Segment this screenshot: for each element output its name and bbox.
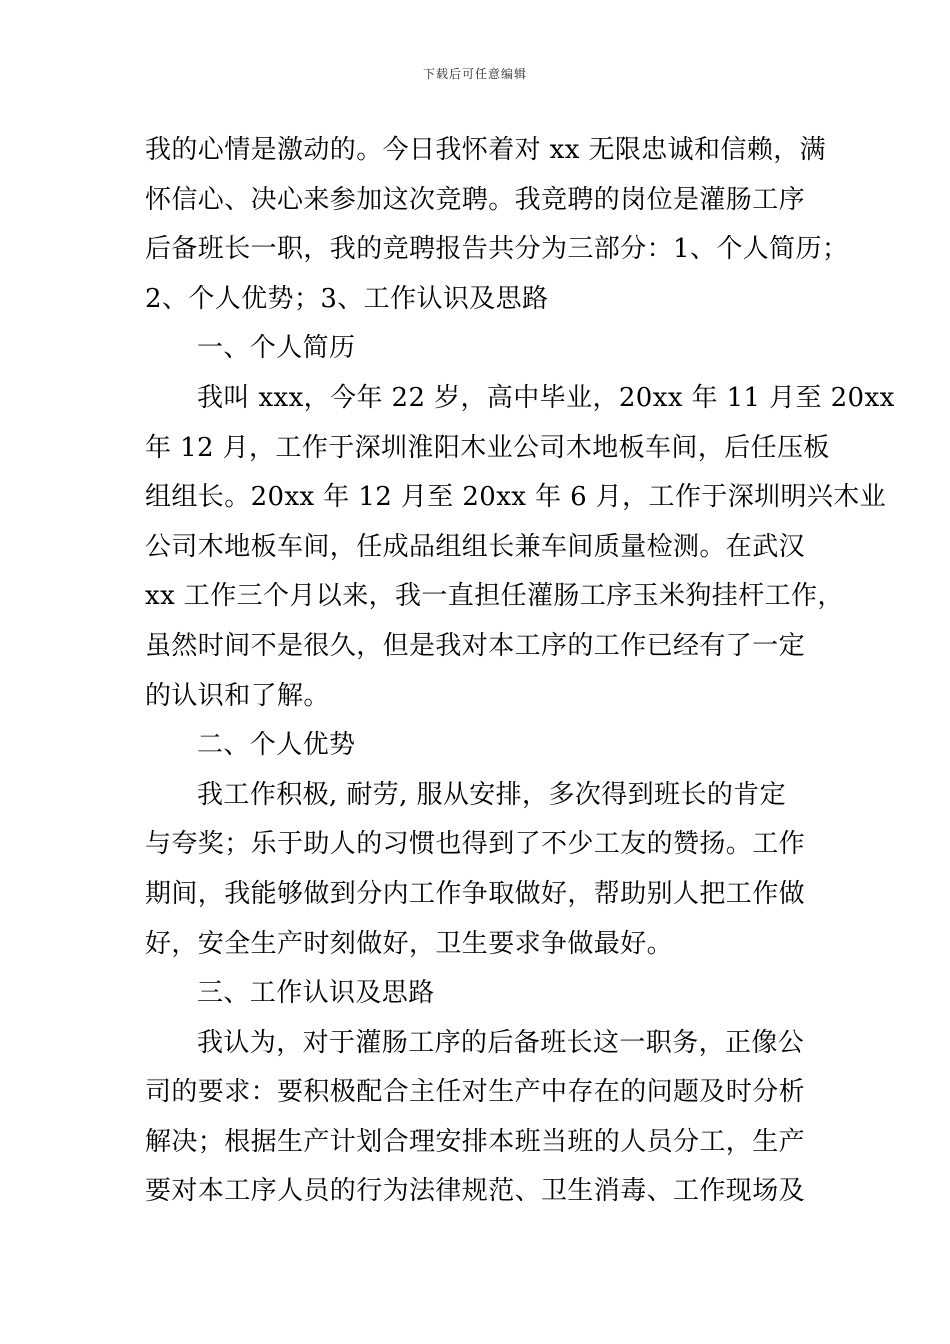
page-header: 下载后可任意编辑	[422, 67, 527, 81]
text-line: 怀信心、决心来参加这次竞聘。我竞聘的岗位是灌肠工序	[145, 184, 806, 215]
text-line: 与夸奖；乐于助人的习惯也得到了不少工友的赞扬。工作	[145, 829, 806, 860]
text-line: 虽然时间不是很久，但是我对本工序的工作已经有了一定	[145, 630, 806, 661]
text-line: 的认识和了解。	[145, 680, 330, 711]
text-line: 后备班长一职，我的竞聘报告共分为三部分：1、个人简历；	[145, 234, 849, 265]
text-line: 我的心情是激动的。今日我怀着对 xx 无限忠诚和信赖，满	[145, 135, 827, 165]
text-line: 司的要求：要积极配合主任对生产中存在的问题及时分析	[145, 1077, 806, 1108]
text-line: 我工作积极, 耐劳, 服从安排，多次得到班长的肯定	[197, 779, 787, 810]
text-line: 期间，我能够做到分内工作争取做好，帮助别人把工作做	[145, 878, 806, 909]
text-line: xx 工作三个月以来，我一直担任灌肠工序玉米狗挂杆工作，	[145, 581, 844, 612]
text-line: 2、个人优势；3、工作认识及思路	[145, 283, 549, 314]
text-line: 公司木地板车间，任成品组组长兼车间质量检测。在武汉	[145, 531, 806, 562]
text-line: 二、个人优势	[197, 730, 356, 761]
text-line: 我认为，对于灌肠工序的后备班长这一职务，正像公	[197, 1027, 805, 1058]
text-line: 组组长。20xx 年 12 月至 20xx 年 6 月，工作于深圳明兴木业	[145, 482, 887, 513]
text-line: 三、工作认识及思路	[197, 978, 435, 1009]
text-line: 解决；根据生产计划合理安排本班当班的人员分工，生产	[145, 1126, 806, 1157]
document-body	[145, 126, 895, 1217]
text-line: 年 12 月，工作于深圳淮阳木业公司木地板车间，后任压板	[145, 432, 830, 463]
text-line: 好，安全生产时刻做好，卫生要求争做最好。	[145, 928, 674, 959]
text-line: 要对本工序人员的行为法律规范、卫生消毒、工作现场及	[145, 1176, 806, 1207]
text-line: 一、个人简历	[197, 333, 356, 364]
text-line: 我叫 xxx，今年 22 岁，高中毕业，20xx 年 11 月至 20xx	[197, 382, 895, 413]
